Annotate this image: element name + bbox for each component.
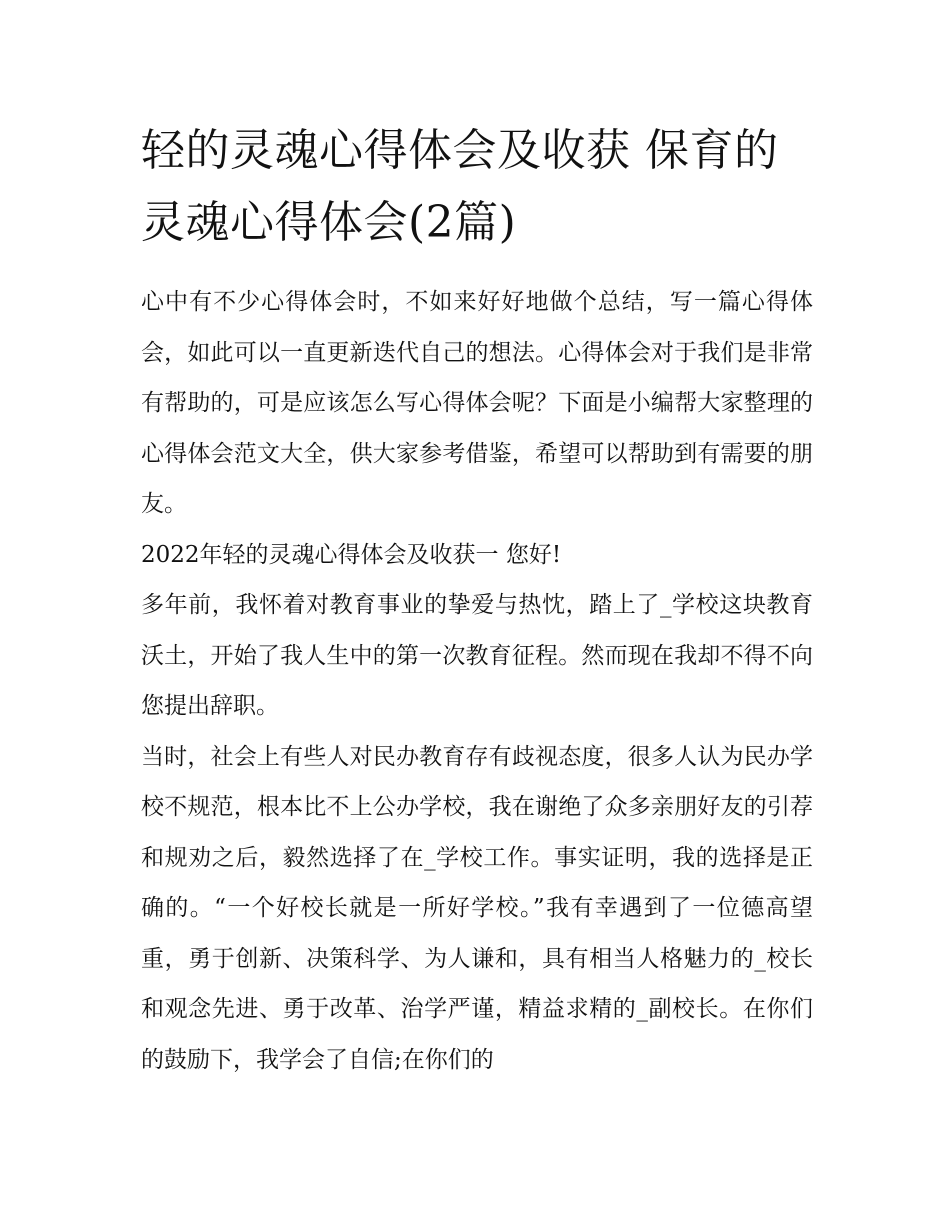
document-body: [141, 277, 813, 1085]
resignation-paragraph: 多年前，我怀着对教育事业的挚爱与热忱，踏上了_学校这块教育沃土，开始了我人生中的第一次教育征程。然而现在我却不得不向您提出辞职。: [141, 592, 813, 719]
school-choice-paragraph: 当时，社会上有些人对民办教育存有歧视态度，很多人认为民办学校不规范，根本比不上公办学校，我在谢绝了众多亲朋好友的引荐和规劝之后，毅然选择了在_学校工作。事实证明，我的选择是正确的。“一个好校长就是一所好学校。”我有幸遇到了一位德高望重，勇于创新、决策科学、为人谦和，具有相当人格魅力的_校长和观念先进、勇于改革、治学严谨，精益求精的_副校长。在你们的鼓励下，我学会了自信;在你们的: [141, 743, 813, 1073]
document-title: 轻的灵魂心得体会及收获 保育的灵魂心得体会(2篇): [141, 125, 779, 248]
section-heading-paragraph: 2022年轻的灵魂心得体会及收获一 您好!: [141, 541, 562, 568]
intro-paragraph: 心中有不少心得体会时，不如来好好地做个总结，写一篇心得体会，如此可以一直更新迭代自己的想法。心得体会对于我们是非常有帮助的，可是应该怎么写心得体会呢？下面是小编帮大家整理的心得体会范文大全，供大家参考借鉴，希望可以帮助到有需要的朋友。: [141, 289, 813, 517]
